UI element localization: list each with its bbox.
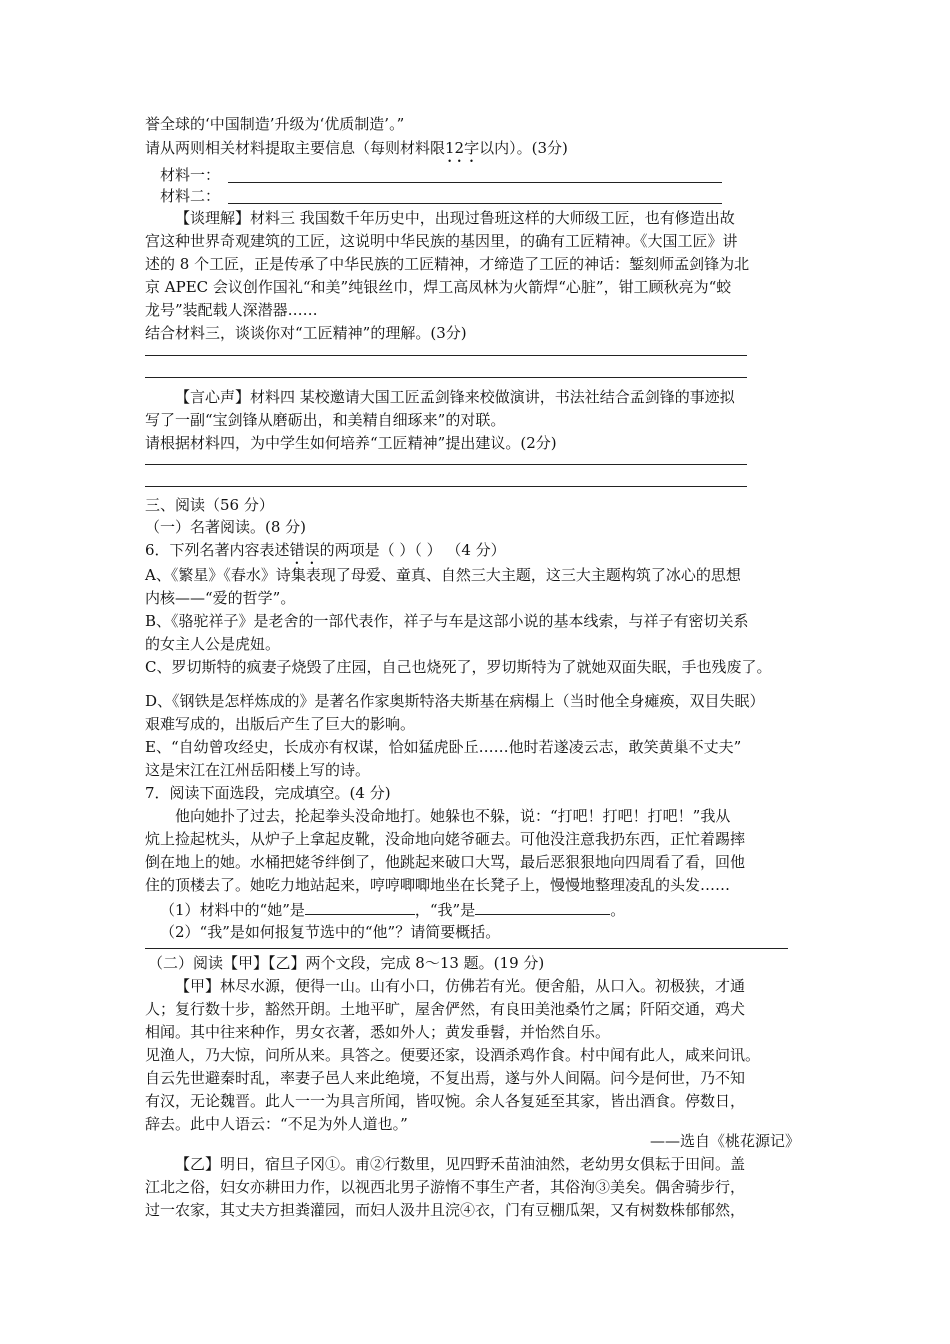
option-b: B、《骆驼祥子》是老舍的一部代表作，祥子与车是这部小说的基本线索，与祥子有密切关系 bbox=[145, 612, 749, 630]
answer-label-2: 材料二： bbox=[160, 187, 221, 205]
text-line: 【言心声】材料四 某校邀请大国工匠孟剑锋来校做演讲，书法社结合孟剑锋的事迹拟 bbox=[175, 388, 735, 406]
passage-line: 倒在地上的她。水桶把姥爷绊倒了，他跳起来破口大骂，最后恶狠狠地向四周看了看，回他 bbox=[145, 853, 746, 871]
passage-line: 过一农家，其丈夫方担粪灌园，而妇人汲井且浣④衣，门有豆棚瓜架，又有树数株郁郁然， bbox=[145, 1201, 746, 1219]
passage-line: 住的顶楼去了。她吃力地站起来，哼哼唧唧地坐在长凳子上，慢慢地整理凌乱的头发…… bbox=[145, 876, 731, 894]
passage-line: 他向她扑了过去，抡起拳头没命地打。她躲也不躲，说：“打吧！打吧！打吧！”我从 bbox=[175, 807, 731, 825]
question-instruction: 请从两则相关材料提取主要信息（每则材料限12字以内）。(3分) bbox=[145, 139, 568, 157]
text-line: 宫这种世界奇观建筑的工匠，这说明中华民族的基因里，的确有工匠精神。《大国工匠》讲 bbox=[145, 232, 738, 250]
passage-line: 相闻。其中往来种作，男女衣著，悉如外人；黄发垂髫，并怡然自乐。 bbox=[145, 1023, 611, 1041]
option-d: D、《钢铁是怎样炼成的》是著名作家奥斯特洛夫斯基在病榻上（当时他全身瘫痪，双目失眠） bbox=[145, 692, 765, 710]
text-line: 写了一副“宝剑锋从磨砺出，和美精自细琢来”的对联。 bbox=[145, 411, 506, 429]
answer-line[interactable] bbox=[228, 182, 722, 183]
text-line: 京 APEC 会议创作国礼“和美”纯银丝巾，焊工高凤林为火箭焊“心脏”，钳工顾秋亮为“蛟 bbox=[145, 278, 732, 296]
answer-line[interactable] bbox=[145, 377, 747, 378]
answer-line[interactable] bbox=[145, 464, 747, 465]
option-e-cont: 这是宋江在江州岳阳楼上写的诗。 bbox=[145, 761, 371, 779]
answer-line[interactable] bbox=[145, 486, 747, 487]
subsection-heading: （一）名著阅读。(8 分) bbox=[145, 518, 307, 536]
question-7: 7．阅读下面选段，完成填空。(4 分) bbox=[145, 784, 391, 802]
passage-line: 辞去。此中人语云：“不足为外人道也。” bbox=[145, 1115, 408, 1133]
passage-line: 见渔人，乃大惊，问所从来。具答之。便要还家，设酒杀鸡作食。村中闻有此人，咸来问讯。 bbox=[145, 1046, 761, 1064]
emphasized-text: 12字 bbox=[445, 139, 480, 157]
answer-line[interactable] bbox=[145, 948, 788, 949]
text-line: 【谈理解】材料三 我国数千年历史中，出现过鲁班这样的大师级工匠，也有修造出故 bbox=[175, 209, 735, 227]
passage-line: 自云先世避秦时乱，率妻子邑人来此绝境，不复出焉，遂与外人间隔。问今是何世，乃不知 bbox=[145, 1069, 746, 1087]
question-6: 6．下列名著内容表述错误的两项是（ ）（ ） （4 分） bbox=[145, 541, 506, 559]
passage-line: 【甲】林尽水源，便得一山。山有小口，仿佛若有光。便舍船，从口入。初极狭，才通 bbox=[175, 977, 746, 995]
option-a-cont: 内核——“爱的哲学”。 bbox=[145, 589, 296, 607]
emphasized-text: 错误 bbox=[289, 541, 320, 559]
source-citation: ——选自《桃花源记》 bbox=[649, 1132, 800, 1150]
text-line: 述的 8 个工匠，正是传承了中华民族的工匠精神，才缔造了工匠的神话：錾刻师孟剑锋为北 bbox=[145, 255, 750, 273]
fill-blank-her[interactable] bbox=[305, 898, 415, 915]
fill-blank-me[interactable] bbox=[475, 898, 610, 915]
subsection-heading: （二）阅读【甲】【乙】两个文段，完成 8～13 题。(19 分) bbox=[148, 954, 545, 972]
option-d-cont: 艰难写成的，出版后产生了巨大的影响。 bbox=[145, 715, 416, 733]
answer-label-1: 材料一： bbox=[160, 166, 221, 184]
answer-line[interactable] bbox=[228, 203, 722, 204]
text-line: 龙号”装配载人深潜器…… bbox=[145, 301, 318, 319]
option-a: A、《繁星》《春水》诗集表现了母爱、童真、自然三大主题，这三大主题构筑了冰心的思想 bbox=[145, 566, 741, 584]
question-7-1: （1）材料中的“她”是 ，“我”是 。 bbox=[160, 898, 625, 921]
option-b-cont: 的女主人公是虎妞。 bbox=[145, 635, 281, 653]
passage-line: 人；复行数十步，豁然开朗。土地平旷，屋舍俨然，有良田美池桑竹之属；阡陌交通，鸡犬 bbox=[145, 1000, 746, 1018]
option-c: C、罗切斯特的疯妻子烧毁了庄园，自己也烧死了，罗切斯特为了就她双面失眠，手也残废了。 bbox=[145, 658, 772, 676]
section-heading: 三、阅读（56 分） bbox=[145, 496, 274, 514]
question-instruction: 结合材料三，谈谈你对“工匠精神”的理解。(3分) bbox=[145, 324, 467, 342]
passage-line: 【乙】明日，宿旦子冈①。甫②行数里，见四野禾苗油油然，老幼男女俱耘于田间。盖 bbox=[175, 1155, 746, 1173]
answer-line[interactable] bbox=[145, 355, 747, 356]
passage-line: 江北之俗，妇女亦耕田力作，以视西北男子游惰不事生产者，其俗洵③美矣。偶舍骑步行， bbox=[145, 1178, 746, 1196]
passage-line: 炕上捡起枕头，从炉子上拿起皮靴，没命地向姥爷砸去。可他没注意我扔东西，正忙着踢摔 bbox=[145, 830, 746, 848]
passage-line: 有汉，无论魏晋。此人一一为具言所闻，皆叹惋。余人各复延至其家，皆出酒食。停数日， bbox=[145, 1092, 746, 1110]
question-instruction: 请根据材料四，为中学生如何培养“工匠精神”提出建议。(2分) bbox=[145, 434, 557, 452]
question-7-2: （2）“我”是如何报复节选中的“他”？请简要概括。 bbox=[160, 923, 501, 941]
option-e: E、“自幼曾攻经史，长成亦有权谋，恰如猛虎卧丘……他时若遂凌云志，敢笑黄巢不丈夫” bbox=[145, 738, 742, 756]
text-line: 誉全球的‘中国制造’升级为‘优质制造’。” bbox=[145, 115, 405, 133]
